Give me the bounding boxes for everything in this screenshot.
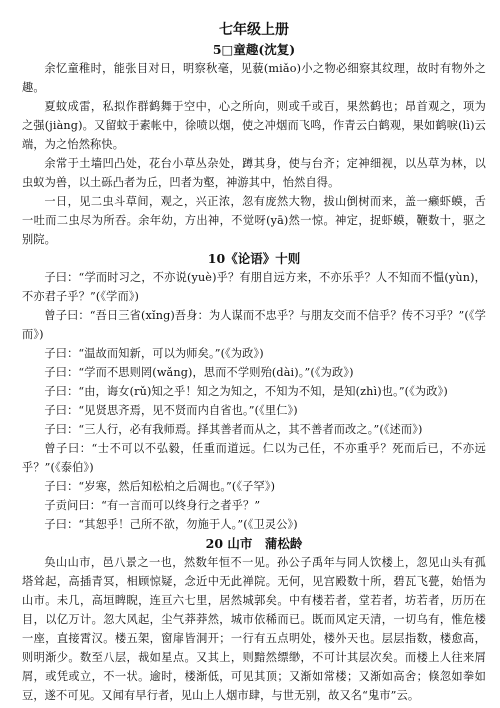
lunyu-entry: 子曰：“岁寒，然后知松柏之后凋也。”(《子罕》) xyxy=(44,480,276,493)
lunyu-entry: 子曰：“学而不思则罔(wǎng)，思而不学则殆(dài)。”(《为政》) xyxy=(44,366,354,379)
lunyu-entry: 子曰：“学而时习之，不亦说(yuè)乎？有朋自远方来，不亦乐乎？人不知而不愠(yùn)，不亦君子乎？”(《学而》) xyxy=(22,271,486,303)
lunyu-entry: 子贡问曰：“有一言而可以终身行之者乎？” xyxy=(44,499,261,512)
document-title: 七年级上册 xyxy=(219,22,289,38)
lunyu-entry: 曾子曰：“吾日三省(xǐng)吾身：为人谋而不忠乎？与朋友交而不信乎？传不习乎？”(《学而》) xyxy=(22,309,486,341)
paragraph: 夏蚊成雷，私拟作群鹤舞于空中，心之所向，则或千或百，果然鹤也；昂首观之，项为之强(jiàng)。又留蚊于素帐中，徐喷以烟，使之冲烟而飞鸣，作青云白鹤观，果如鹤唳(lì)云端，为之怡然称快。 xyxy=(22,100,486,151)
section-heading-tongqu: 5□童趣(沈复) xyxy=(212,42,296,57)
lunyu-entry: 子曰：“三人行，必有我师焉。择其善者而从之，其不善者而改之。”(《述而》) xyxy=(44,423,423,436)
paragraph: 余忆童稚时，能张目对日，明察秋毫，见藐(miǎo)小之物必细察其纹理，故时有物外之趣。 xyxy=(22,62,486,94)
lunyu-entry: 子曰：“由，诲女(rǔ)知之乎！知之为知之，不知为不知，是知(zhì)也。”(《为政》) xyxy=(44,385,448,398)
lunyu-entry: 曾子曰：“士不可以不弘毅，任重而道远。仁以为己任，不亦重乎？死而后已，不亦远乎？”(《泰伯》) xyxy=(22,442,486,474)
lunyu-entry: 子曰：“见贤思齐焉，见不贤而内自省也。”(《里仁》) xyxy=(44,404,298,417)
paragraph: 余常于土墙凹凸处，花台小草丛杂处，蹲其身，使与台齐；定神细视，以丛草为林，以虫蚁为兽，以土砾凸者为丘，凹者为壑，神游其中，怡然自得。 xyxy=(22,157,486,189)
paragraph: 奂山山市，邑八景之一也，然数年恒不一见。孙公子禹年与同人饮楼上，忽见山头有孤塔耸起，高插青冥，相顾惊疑，念近中无此禅院。无何，见宫殿数十所，碧瓦飞甍，始悟为山市。未几，高垣睥睨，连亘六七里，居然城郭矣。中有楼若者，堂若者，坊若者，历历在目，以亿万计。忽大风起，尘气莽莽然，城市依稀而已。既而风定天清，一切乌有，惟危楼一座，直接霄汉。楼五架，窗扉皆洞开；一行有五点明处，楼外天也。层层指数，楼愈高，则明渐少。数至八层，裁如星点。又其上，则黯然缥缈，不可计其层次矣。而楼上人往来屑屑，或凭或立，不一状。逾时，楼渐低，可见其顶；又渐如常楼；又渐如高舍；倏忽如拳如豆，遂不可见。又闻有早行者，见山上人烟市肆，与世无别，故又名“鬼市”云。 xyxy=(22,556,486,702)
section-heading-lunyu: 10《论语》十则 xyxy=(207,251,301,266)
paragraph: 一日，见二虫斗草间，观之，兴正浓，忽有庞然大物，拔山倒树而来，盖一癞虾蟆，舌一吐而二虫尽为所吞。余年幼，方出神，不觉呀(yā)然一惊。神定，捉虾蟆，鞭数十，驱之别院。 xyxy=(22,195,486,246)
lunyu-entry: 子曰：“温故而知新，可以为师矣。”(《为政》) xyxy=(44,347,264,360)
section-heading-shanshi: 20 山市 蒲松龄 xyxy=(205,536,303,551)
lunyu-entry: 子曰：“其恕乎！己所不欲，勿施于人。”(《卫灵公》) xyxy=(44,518,298,531)
